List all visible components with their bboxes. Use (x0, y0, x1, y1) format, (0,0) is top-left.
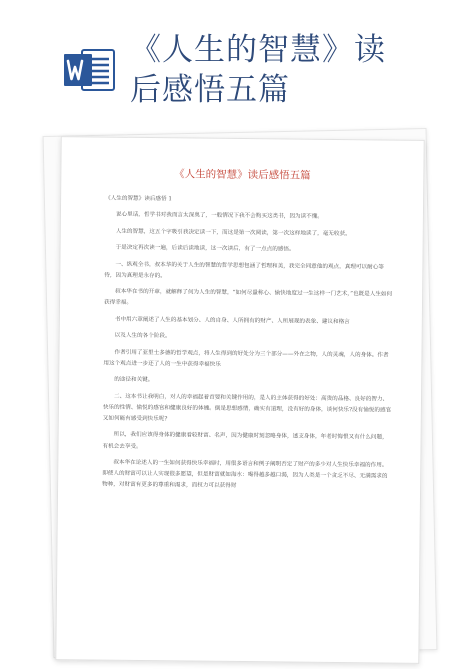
document-page (55, 136, 424, 664)
paragraph: 叔本华在论述人的一生如何获得快乐幸福时，用很多语言和例子阐明否定了财产的多少对人生快乐幸福的作用。即使人的财富可以让人实现很多愿望，但是财富就如海水：喝得越多越口渴，因为人类是一个贪乏不尽、无满需求的物种，对财富有更多的尊重和渴求，而权力可以获得财 (102, 459, 388, 490)
document-title: 《人生的智慧》读后感悟五篇 (174, 168, 311, 182)
banner-title-line1: 《人生的智慧》读 (130, 32, 386, 68)
paragraph: 以及人生的各个阶段。 (114, 332, 171, 340)
banner-title (130, 30, 460, 110)
paragraph: 《人生的智慧》读后感悟 1 (105, 195, 173, 203)
paragraph: 叔本华在书的开章，就解释了何为人生的智慧，“如何尽量称心、愉快地度过一生这样一门艺术，”也既是人生如何获得幸福。 (103, 288, 393, 307)
paragraph: 于是决定再次读一遍，后读后读地读，这一次读后，有了一点点的感悟。 (115, 244, 295, 253)
paragraph: 所以，我们应该得身体的健康看较财富、名声，因为健康时刻忽略身体，透支身体，年老时悔恨又有什么问题，有机会去享受。 (102, 431, 388, 450)
document-body (102, 194, 395, 500)
paragraph: 说心里话，哲学书对我而言太深奥了，一般情况下我不会购买这类书，因为读不懂。 (115, 212, 323, 221)
banner-title-line2: 后感悟五篇 (130, 72, 290, 108)
banner (0, 0, 474, 150)
paragraph: 人生的智慧，这五个字吸引我决定读一下，而这是第一次阅读，第一次这样地读了，毫无收获。 (115, 228, 351, 237)
paragraph: 二、这本书让我明白，对人的幸福起着首要和关键作用的，是人的主体获得的好处：高贵的品格、良好的智力、快乐的性情、愉悦的感官和健康良好的体魄。倒是思想感情，确实有道理，没有好的身体，谈何快乐?没有愉悦的感官又如何能有感受到快乐呢? (102, 393, 392, 423)
word-document-icon (62, 46, 116, 94)
paragraph: 作者引用了亚里士多德的哲学观点，将人生得到的好处分为三个部分——外在之物，人的灵魂，人的身体。作者用这个观点进一步还了人的一生中获得幸福快乐 (103, 349, 389, 368)
paragraph: 一、纵观全书，叔本华的关于人生的智慧的哲学思想包涵了哲理和美，我完全同意他的观点，真理可以耐心等待，因为真理是永存的。 (104, 261, 384, 279)
paragraph: 的途径和关键。 (114, 376, 154, 384)
paragraph: 书中用六章阐述了人生的基本划分、人的自身、人所拥有的财产、人所展现的表象、建议和格言 (114, 316, 350, 325)
